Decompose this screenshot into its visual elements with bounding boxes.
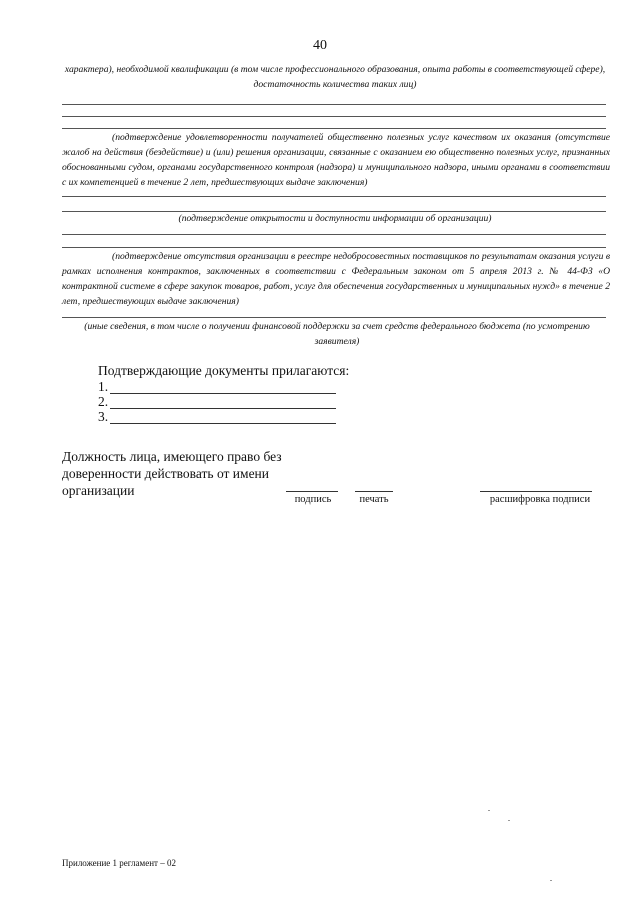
document-item (98, 379, 110, 395)
caption-satisfaction: (подтверждение удовлетворенности получателей общественно полезных услуг качеством их оказания (отсутствие жалоб на действия (бездействие) и (или) решения организации, связанные с оказанием ею общественно полезных услуг, признанных обоснованными судом, органами государственного контроля (надзора) и муниципального надзора, иными органами в соответствии с их компетенцией в течение 2 лет, предшествующих выдаче заключения) (62, 132, 610, 188)
footer-note: Приложение 1 регламент – 02 (62, 858, 176, 868)
stamp-line[interactable] (355, 491, 393, 492)
fill-line (62, 116, 606, 117)
position-title: Должность лица, имеющего право без доверенности действовать от имени организации (62, 449, 282, 498)
decoding-line[interactable] (480, 491, 592, 492)
scan-speck (488, 810, 490, 811)
scan-speck (550, 880, 552, 881)
fill-line (62, 317, 606, 318)
fill-line (62, 128, 606, 129)
document-item-number: 3. (98, 409, 109, 424)
document-item-blank[interactable] (110, 408, 336, 409)
caption-other-info: (иные сведения, в том числе о получении финансовой поддержки за счет средств федерального бюджета (по усмотрению заявителя) (84, 321, 590, 347)
documents-heading: Подтверждающие документы прилагаются: (98, 363, 350, 378)
document-item-blank[interactable] (110, 393, 336, 394)
signature-label: подпись (294, 494, 332, 505)
fill-line (62, 234, 606, 235)
scan-speck (508, 820, 510, 821)
fill-line (62, 247, 606, 248)
document-item (98, 394, 110, 410)
document-item-number: 2. (98, 394, 109, 409)
document-item-blank[interactable] (110, 423, 336, 424)
document-item (98, 409, 110, 425)
caption-qualification: характера), необходимой квалификации (в том числе профессионального образования, опыта работы в соответствующей сфере), достаточность количества таких лиц) (64, 64, 606, 90)
decoding-label: расшифровка подписи (489, 494, 591, 505)
caption-registry: (подтверждение отсутствия организации в реестре недобросовестных поставщиков по результатам оказания услуги в рамках исполнения контрактов, заключенных в соответствии с Федеральным законом от 5 апреля 2013 г. № 44-ФЗ «О контрактной системе в сфере закупок товаров, работ, услуг для обеспечения государственных и муниципальных нужд» в течение 2 лет, предшествующих выдаче заключения) (62, 251, 610, 307)
caption-openness: (подтверждение открытости и доступности информации об организации) (178, 213, 492, 224)
page-number: 40 (313, 38, 327, 53)
document-item-number: 1. (98, 379, 109, 394)
fill-line (62, 104, 606, 105)
stamp-label: печать (359, 494, 389, 505)
signature-line[interactable] (286, 491, 338, 492)
fill-line (62, 196, 606, 197)
